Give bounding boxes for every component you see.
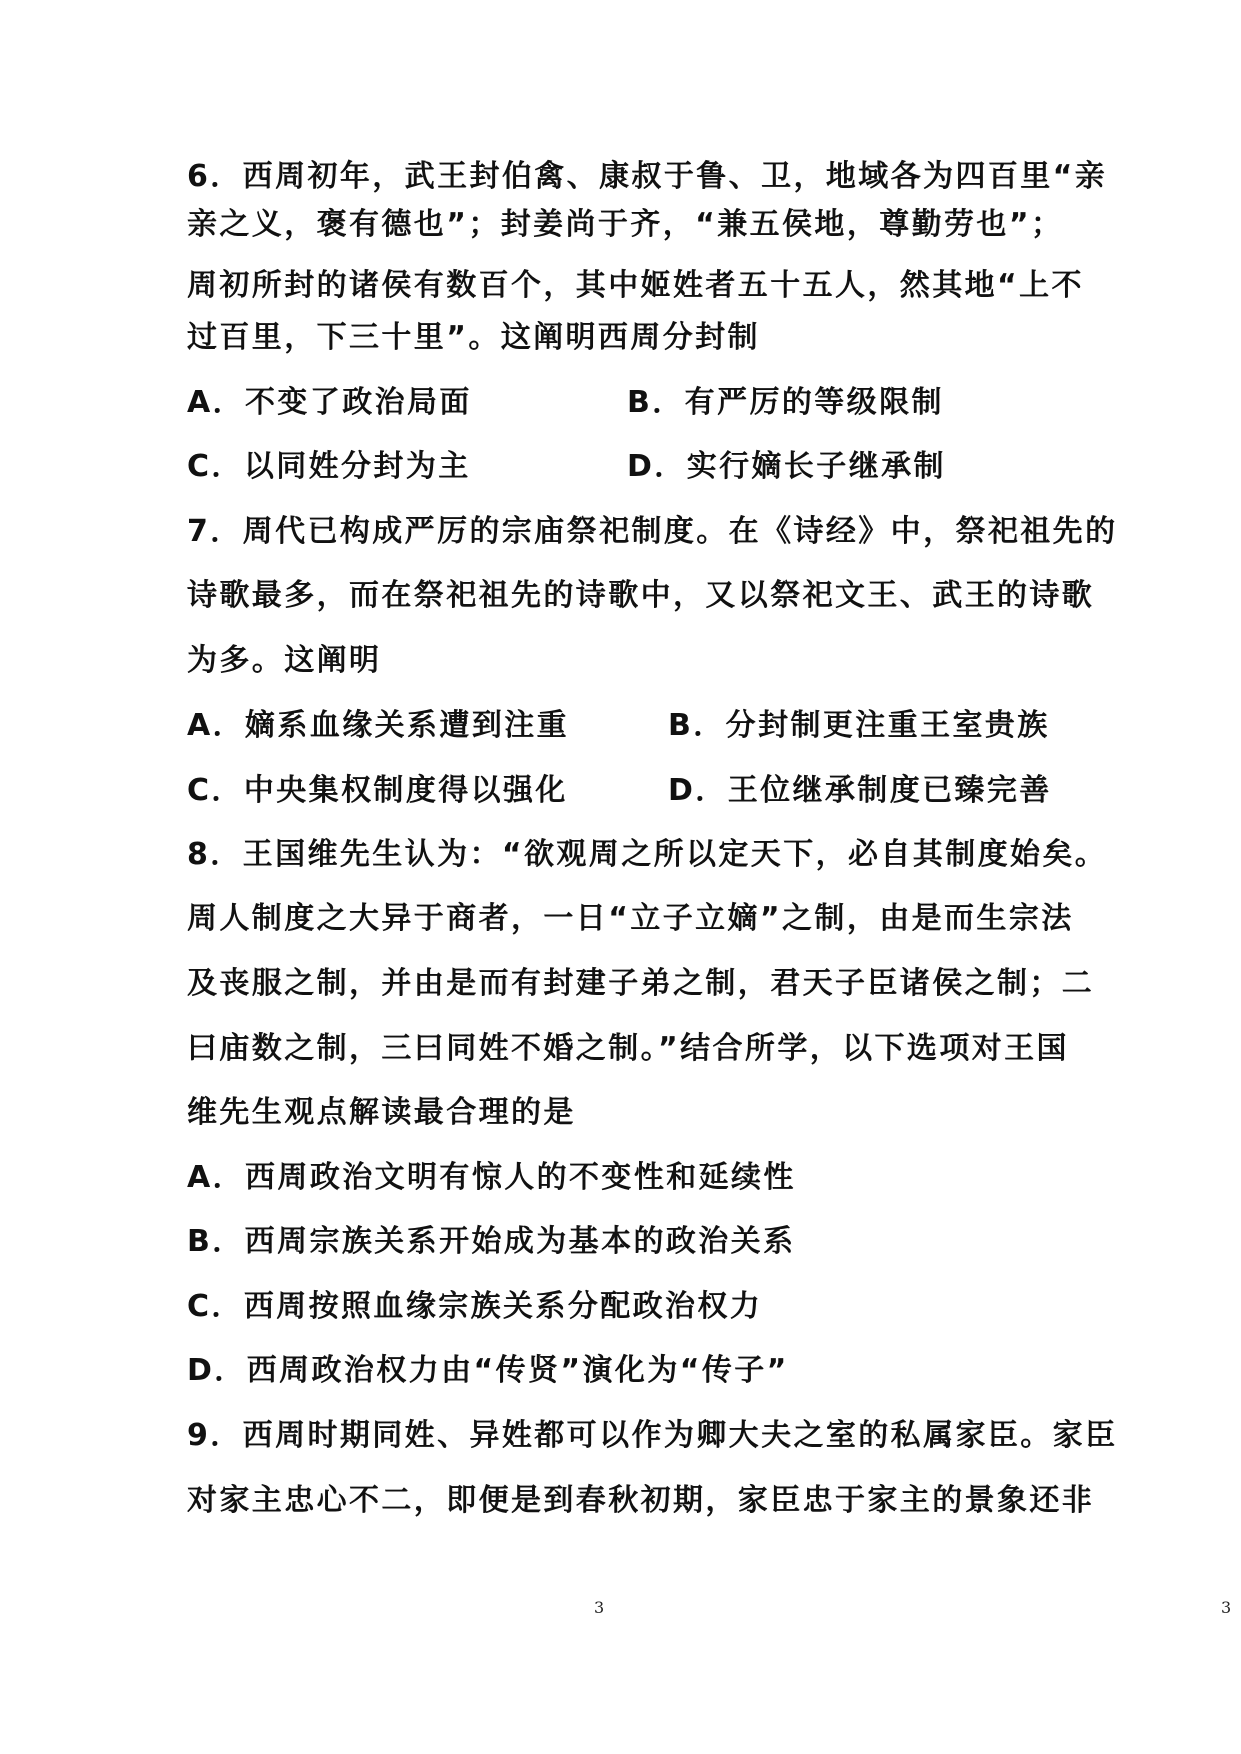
question-7-option-a: A．嫡系血缘关系遭到注重 <box>187 708 570 743</box>
question-7-stem-line-1: 7．周代已构成严厉的宗庙祭祀制度。在《诗经》中，祭祀祖先的 <box>187 514 1118 549</box>
question-7-stem-line-3: 为多。这阐明 <box>187 643 382 678</box>
question-6-stem-line-2: 亲之义，褒有德也”；封姜尚于齐，“兼五侯地，尊勤劳也”； <box>187 207 1064 242</box>
question-6-stem-line-1: 6．西周初年，武王封伯禽、康叔于鲁、卫，地域各为四百里“亲 <box>187 159 1108 194</box>
question-9-stem-line-1: 9．西周时期同姓、异姓都可以作为卿大夫之室的私属家臣。家臣 <box>187 1418 1118 1453</box>
question-8-option-a: A．西周政治文明有惊人的不变性和延续性 <box>187 1160 796 1195</box>
question-6-option-a: A．不变了政治局面 <box>187 385 472 420</box>
question-6-stem-line-3: 周初所封的诸侯有数百个，其中姬姓者五十五人，然其地“上不 <box>187 268 1084 303</box>
question-6-option-d: D．实行嫡长子继承制 <box>627 449 946 484</box>
question-7-stem-line-2: 诗歌最多，而在祭祀祖先的诗歌中，又以祭祀文王、武王的诗歌 <box>187 578 1095 613</box>
question-6-option-c: C．以同姓分封为主 <box>187 449 471 484</box>
question-8-option-d: D．西周政治权力由“传贤”演化为“传子” <box>187 1353 789 1388</box>
question-6-stem-line-4: 过百里，下三十里”。这阐明西周分封制 <box>187 320 760 355</box>
question-7-option-b: B．分封制更注重王室贵族 <box>668 708 1050 743</box>
question-8-stem-line-2: 周人制度之大异于商者，一日“立子立嫡”之制，由是而生宗法 <box>187 901 1074 936</box>
page-number-center: 3 <box>594 1598 605 1617</box>
question-8-stem-line-1: 8．王国维先生认为：“欲观周之所以定天下，必自其制度始矣。 <box>187 837 1108 872</box>
question-7-option-c: C．中央集权制度得以强化 <box>187 773 568 808</box>
question-7-option-d: D．王位继承制度已臻完善 <box>668 773 1052 808</box>
question-8-option-b: B．西周宗族关系开始成为基本的政治关系 <box>187 1224 796 1259</box>
question-8-stem-line-3: 及丧服之制，并由是而有封建子弟之制，君天子臣诸侯之制；二 <box>187 966 1095 1001</box>
question-8-stem-line-5: 维先生观点解读最合理的是 <box>187 1095 576 1130</box>
question-6-option-b: B．有严厉的等级限制 <box>627 385 944 420</box>
question-9-stem-line-2: 对家主忠心不二，即便是到春秋初期，家臣忠于家主的景象还非 <box>187 1483 1095 1518</box>
question-8-option-c: C．西周按照血缘宗族关系分配政治权力 <box>187 1289 763 1324</box>
question-8-stem-line-4: 曰庙数之制，三曰同姓不婚之制。”结合所学，以下选项对王国 <box>187 1031 1069 1066</box>
page-number-right: 3 <box>1221 1598 1232 1617</box>
